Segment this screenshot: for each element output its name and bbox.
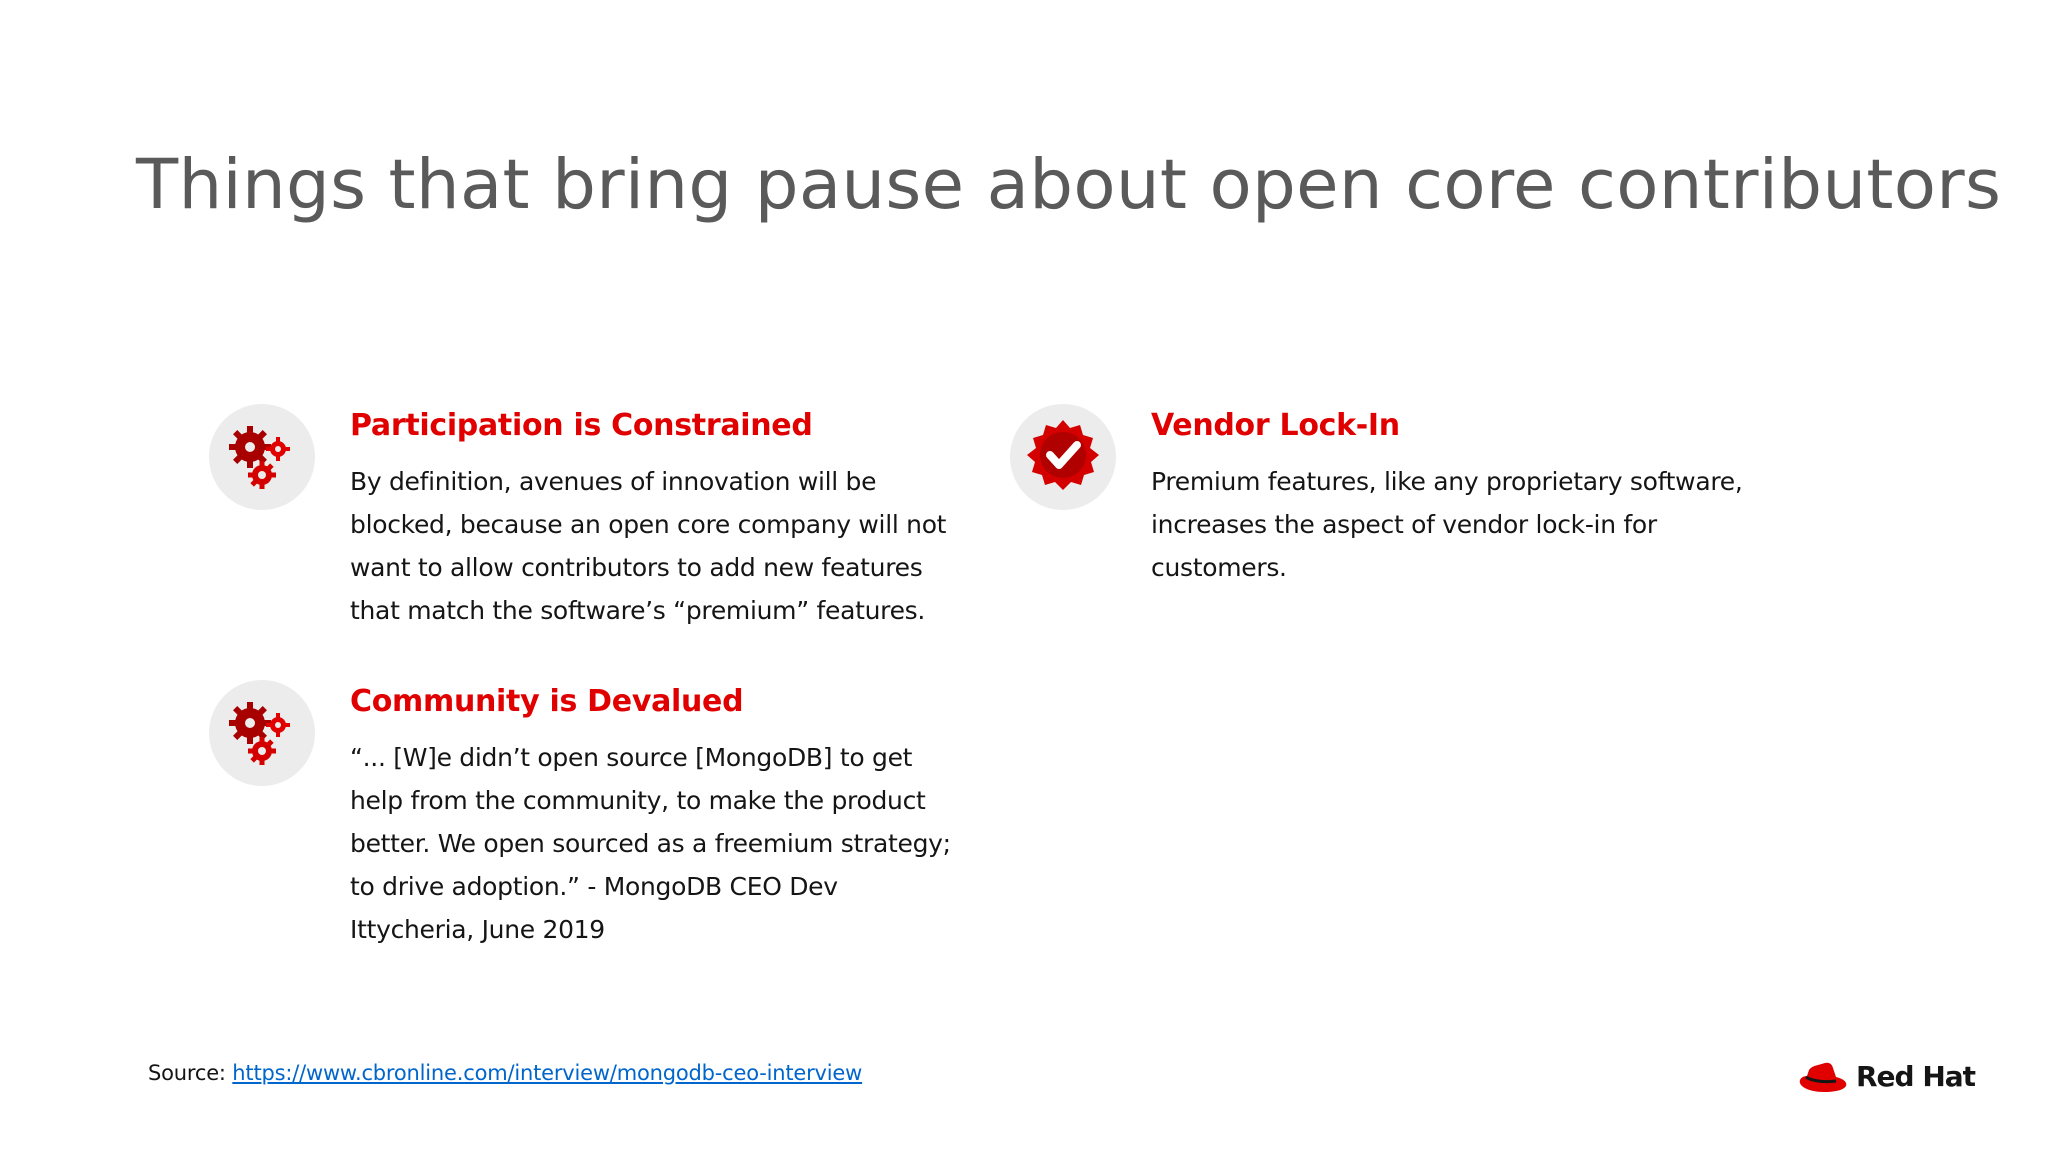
source-label: Source: [148,1061,226,1085]
logo-text: Red Hat [1856,1059,1976,1093]
body-line: increases the aspect of vendor lock-in for [1151,510,1657,539]
item-title: Participation is Constrained [350,408,813,443]
badge-check-icon [1010,404,1116,510]
red-hat-icon [1796,1056,1850,1096]
item-body [1151,460,1761,589]
gears-icon [209,680,315,786]
source-link[interactable]: https://www.cbronline.com/interview/mongodb-ceo-interview [232,1061,863,1085]
item-title: Community is Devalued [350,684,744,719]
slide-title: Things that bring pause about open core contributors [136,145,2002,225]
red-hat-logo [1796,1056,1975,1096]
body-line: better. We open sourced as a freemium strategy; [350,829,951,858]
body-line: want to allow contributors to add new features [350,553,923,582]
body-line: Ittycheria, June 2019 [350,915,605,944]
source-citation [148,1061,862,1085]
body-line: blocked, because an open core company will not [350,510,947,539]
item-body [350,460,960,632]
body-line: to drive adoption.” - MongoDB CEO Dev [350,872,838,901]
item-body [350,736,960,951]
body-line: customers. [1151,553,1287,582]
body-line: help from the community, to make the product [350,786,926,815]
body-line: Premium features, like any proprietary software, [1151,467,1743,496]
item-title: Vendor Lock-In [1151,408,1400,443]
body-line: “... [W]e didn’t open source [MongoDB] to get [350,743,913,772]
body-line: that match the software’s “premium” features. [350,596,926,625]
body-line: By definition, avenues of innovation will be [350,467,877,496]
gears-icon [209,404,315,510]
